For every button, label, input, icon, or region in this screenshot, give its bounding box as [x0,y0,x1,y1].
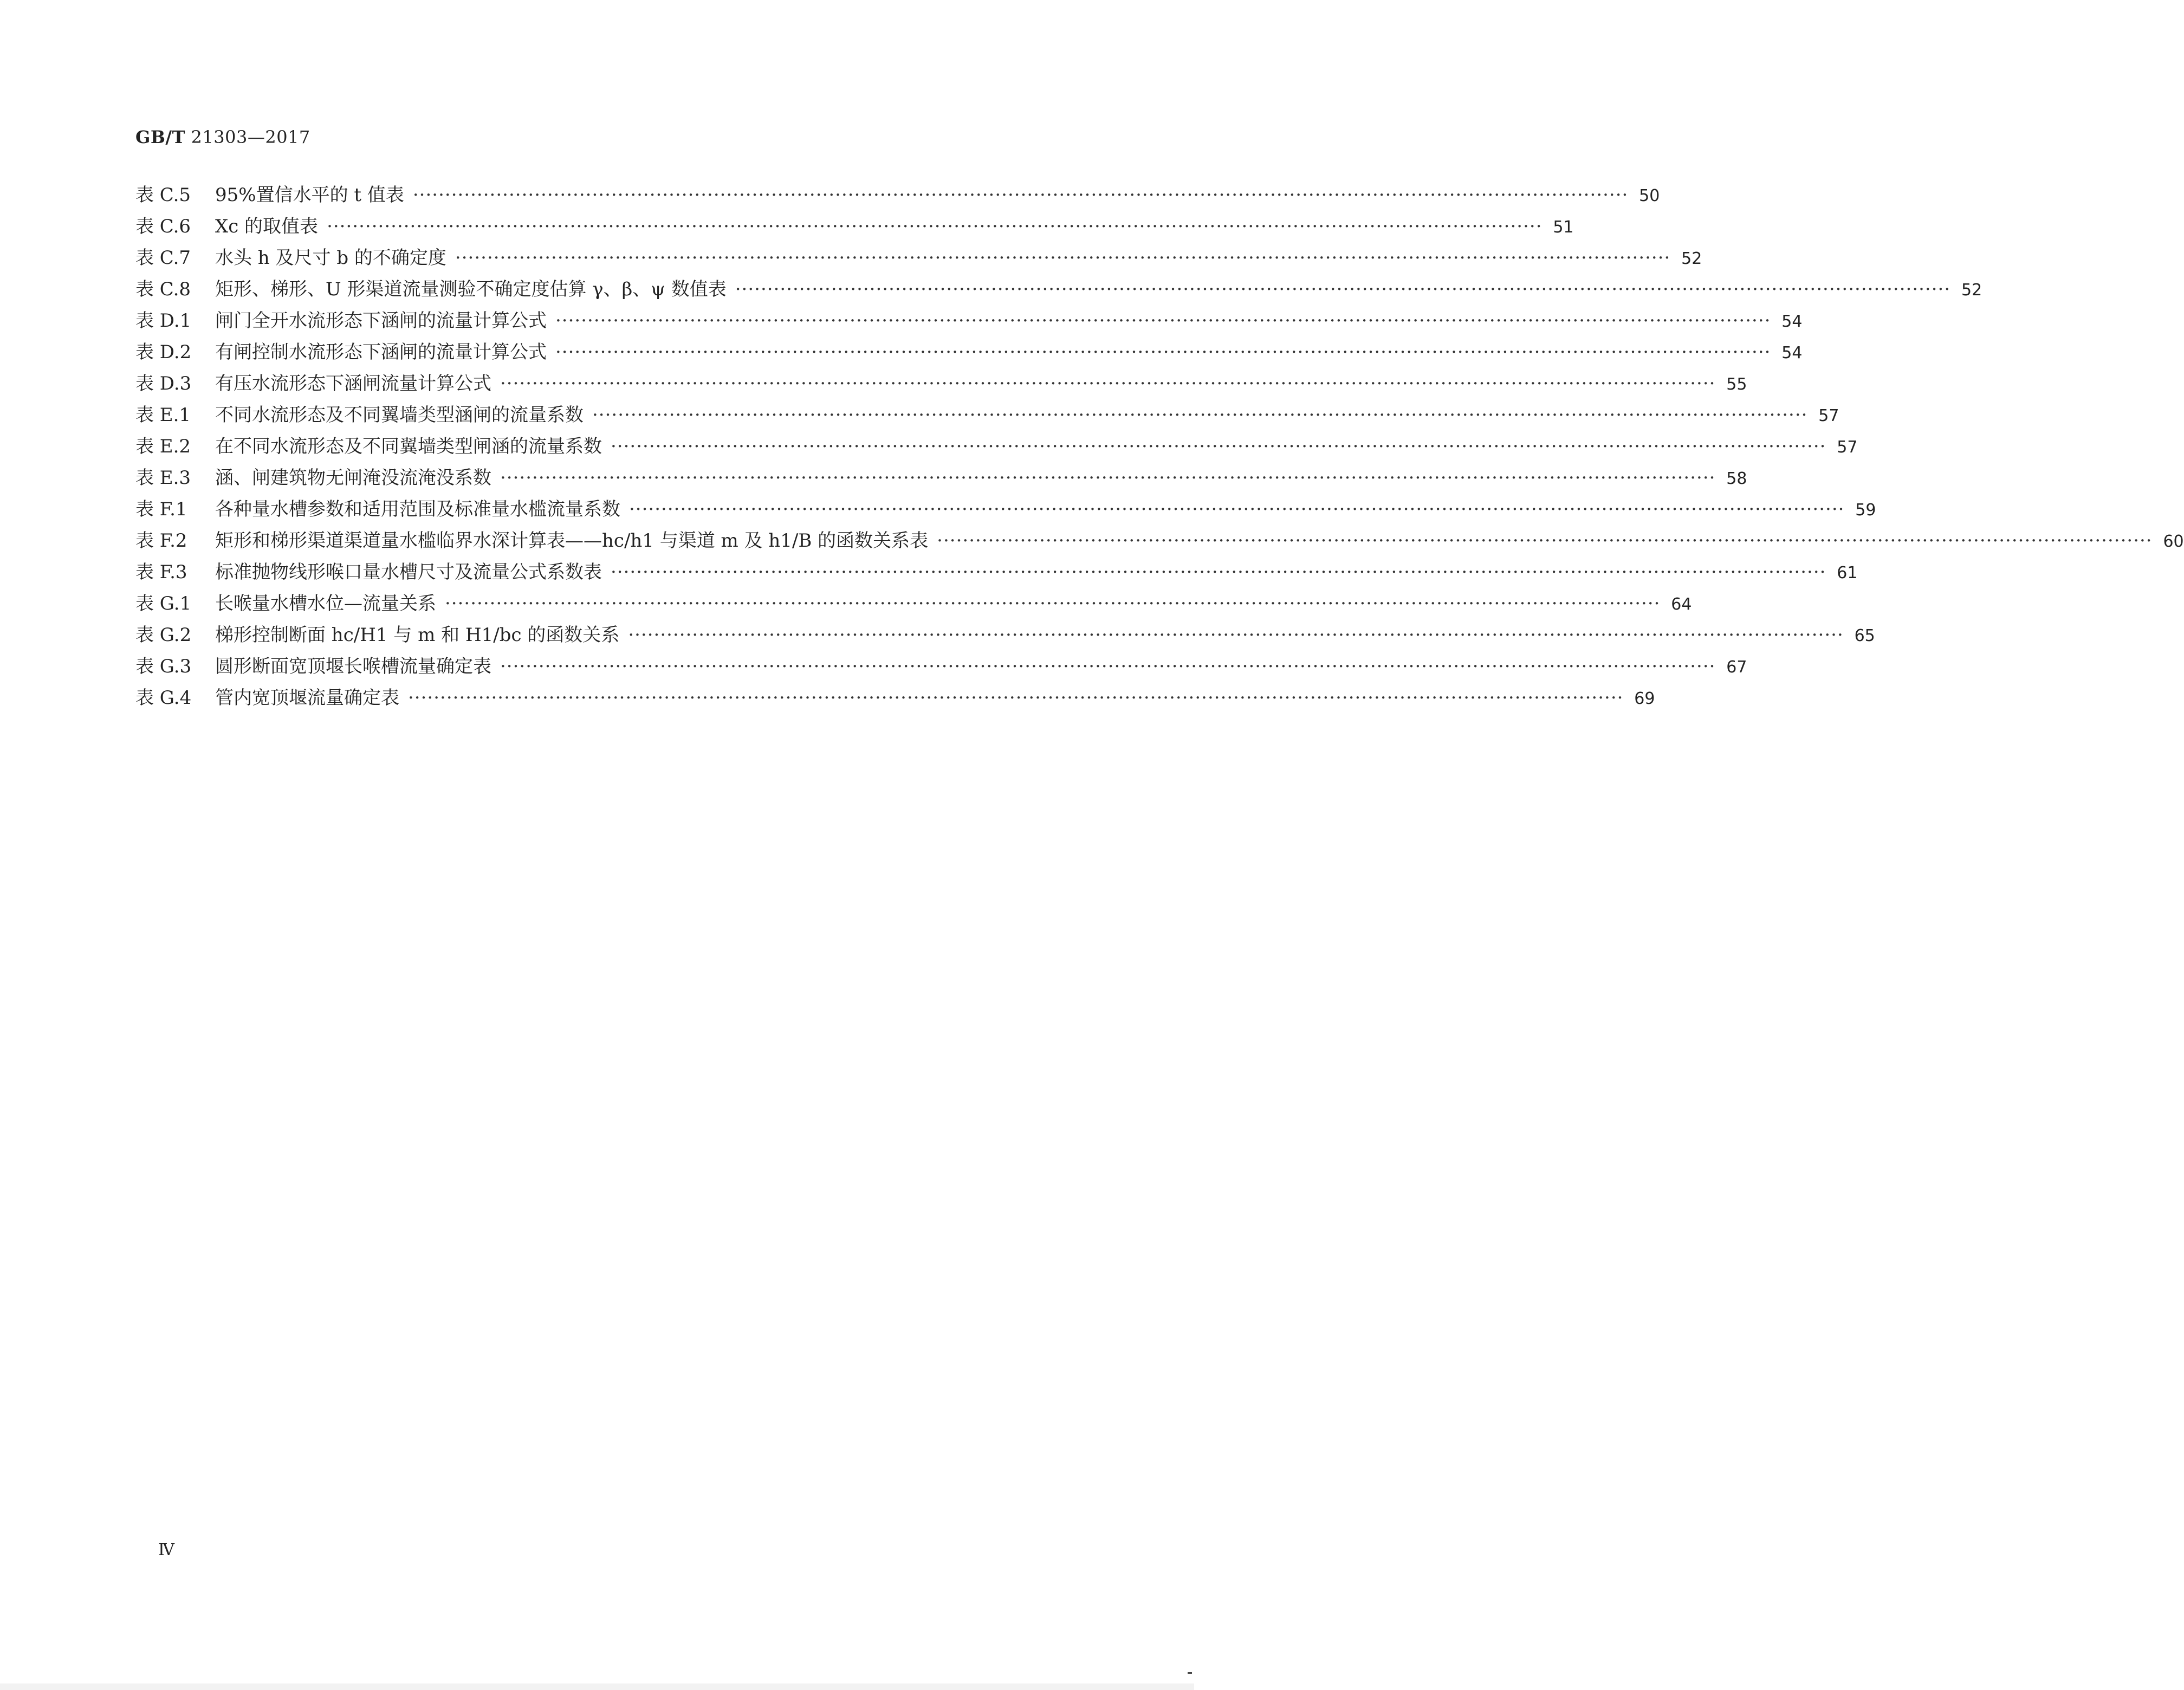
toc-entry-number: 表 G.4 [135,687,192,709]
toc-entry-title: 不同水流形态及不同翼墙类型涵闸的流量系数 [215,404,584,426]
toc-entry[interactable] [135,400,1839,431]
toc-entry-page: 51 [1553,218,1574,237]
toc-entry-number: 表 C.6 [135,216,191,237]
page-number: Ⅳ [158,1540,174,1559]
toc-leader-dots [555,310,1771,332]
toc-entry-title: 95%置信水平的 t 值表 [215,184,404,206]
toc-entry-page: 69 [1634,689,1655,708]
toc-entry[interactable] [135,180,1660,211]
toc-entry-page: 54 [1781,312,1803,331]
toc-leader-dots [500,656,1715,677]
toc-entry[interactable] [135,588,1692,620]
toc-entry-title: 矩形和梯形渠道渠道量水槛临界水深计算表——hc/h1 与渠道 m 及 h1/B 的函数关系表 [215,530,929,552]
toc-entry-title: 闸门全开水流形态下涵闸的流量计算公式 [215,310,547,332]
toc-entry-number: 表 C.7 [135,247,191,269]
toc-leader-dots [555,341,1771,363]
toc-entry-page: 52 [1961,281,1982,300]
toc-entry-page: 61 [1837,564,1858,582]
toc-entry[interactable] [135,683,1655,714]
table-of-contents [135,180,2184,714]
toc-entry-number: 表 E.1 [135,404,191,426]
toc-entry[interactable] [135,463,1747,494]
toc-entry-title: 梯形控制断面 hc/H1 与 m 和 H1/bc 的函数关系 [215,624,620,646]
toc-entry-title: 在不同水流形态及不同翼墙类型闸涵的流量系数 [215,436,602,457]
toc-entry-page: 57 [1837,438,1858,457]
toc-entry[interactable] [135,557,1858,588]
toc-entry-title: 圆形断面宽顶堰长喉槽流量确定表 [215,656,491,677]
toc-entry[interactable] [135,526,2184,557]
toc-entry-page: 59 [1855,501,1876,520]
toc-entry-number: 表 C.8 [135,279,191,300]
toc-entry-page: 50 [1639,186,1660,205]
page-header [135,127,310,147]
toc-entry[interactable] [135,337,1803,368]
toc-leader-dots [611,436,1826,457]
toc-entry-number: 表 F.1 [135,498,187,520]
toc-entry-title: 水头 h 及尺寸 b 的不确定度 [215,247,446,269]
toc-entry-number: 表 G.3 [135,656,192,677]
toc-leader-dots [628,624,1843,646]
toc-entry-title: 有闸控制水流形态下涵闸的流量计算公式 [215,341,547,363]
toc-leader-dots [413,184,1628,206]
toc-entry-number: 表 D.1 [135,310,192,332]
toc-entry-number: 表 G.1 [135,593,192,614]
toc-entry[interactable] [135,620,1875,651]
toc-entry[interactable] [135,431,1858,463]
toc-entry-number: 表 E.3 [135,467,191,489]
toc-leader-dots [937,530,2152,552]
toc-leader-dots [629,498,1844,520]
toc-entry[interactable] [135,306,1803,337]
toc-leader-dots [500,467,1715,489]
standard-code: GB/T [135,127,185,147]
toc-entry-page: 60 [2163,532,2184,551]
toc-leader-dots [500,373,1715,394]
toc-entry-page: 57 [1818,406,1839,425]
toc-entry-page: 67 [1726,658,1747,677]
scan-edge-mark [1188,1672,1192,1674]
toc-leader-dots [445,593,1660,614]
toc-entry-title: Xc 的取值表 [215,216,319,237]
toc-entry-number: 表 G.2 [135,624,192,646]
toc-leader-dots [327,216,1542,237]
toc-leader-dots [592,404,1807,426]
toc-entry[interactable] [135,651,1747,683]
toc-leader-dots [611,561,1826,583]
toc-entry-title: 各种量水槽参数和适用范围及标准量水槛流量系数 [215,498,620,520]
toc-leader-dots [735,279,1950,300]
toc-entry-title: 长喉量水槽水位—流量关系 [215,593,436,614]
scan-edge-strip [0,1683,1194,1690]
toc-entry-title: 标准抛物线形喉口量水槽尺寸及流量公式系数表 [215,561,602,583]
toc-entry-number: 表 F.3 [135,561,187,583]
toc-entry-page: 52 [1681,249,1702,268]
toc-entry[interactable] [135,243,1702,274]
toc-entry-page: 65 [1854,626,1875,645]
toc-entry-number: 表 C.5 [135,184,191,206]
toc-entry-page: 54 [1781,344,1803,362]
toc-entry-title: 有压水流形态下涵闸流量计算公式 [215,373,491,394]
toc-entry-title: 管内宽顶堰流量确定表 [215,687,399,709]
toc-leader-dots [408,687,1623,709]
toc-leader-dots [455,247,1670,269]
standard-number: 21303—2017 [191,127,310,147]
toc-entry-page: 55 [1726,375,1747,394]
toc-entry-title: 矩形、梯形、U 形渠道流量测验不确定度估算 γ、β、ψ 数值表 [215,279,727,300]
toc-entry-number: 表 D.3 [135,373,192,394]
toc-entry-number: 表 F.2 [135,530,187,552]
toc-entry[interactable] [135,368,1747,400]
toc-entry-number: 表 D.2 [135,341,192,363]
toc-entry-title: 涵、闸建筑物无闸淹没流淹没系数 [215,467,491,489]
toc-entry-page: 64 [1671,595,1692,614]
toc-entry[interactable] [135,274,1982,306]
toc-entry[interactable] [135,211,1574,243]
toc-entry-number: 表 E.2 [135,436,191,457]
toc-entry[interactable] [135,494,1876,526]
toc-entry-page: 58 [1726,469,1747,488]
